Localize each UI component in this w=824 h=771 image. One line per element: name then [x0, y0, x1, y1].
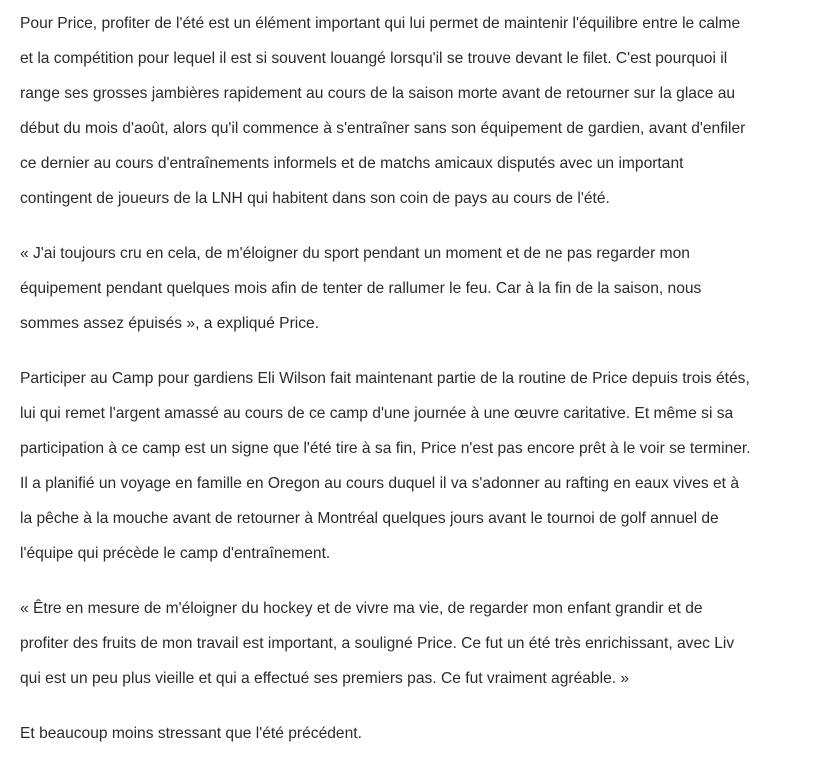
text-line: début du mois d'août, alors qu'il commence à s'entraîner sans son équipement de gardien, avant d'enfiler [20, 120, 746, 137]
text-line: « J'ai toujours cru en cela, de m'éloigner du sport pendant un moment et de ne pas regarder mon [20, 245, 690, 262]
paragraph-3 [20, 361, 820, 571]
paragraph-1 [20, 6, 820, 216]
text-line: « Être en mesure de m'éloigner du hockey et de vivre ma vie, de regarder mon enfant grandir et de [20, 600, 703, 617]
text-line: profiter des fruits de mon travail est important, a souligné Price. Ce fut un été très enrichissant, avec Liv [20, 635, 735, 652]
text-line: Et beaucoup moins stressant que l'été précédent. [20, 725, 362, 742]
text-line: Participer au Camp pour gardiens Eli Wilson fait maintenant partie de la routine de Price depuis trois étés, [20, 370, 750, 387]
text-line: Pour Price, profiter de l'été est un élément important qui lui permet de maintenir l'équilibre entre le calme [20, 15, 741, 32]
text-line: sommes assez épuisés », a expliqué Price. [20, 315, 320, 332]
text-line: et la compétition pour lequel il est si souvent louangé lorsqu'il se trouve devant le filet. C'est pourquoi il [20, 50, 728, 67]
text-line: la pêche à la mouche avant de retourner à Montréal quelques jours avant le tournoi de golf annuel de [20, 510, 719, 527]
text-line: qui est un peu plus vieille et qui a effectué ses premiers pas. Ce fut vraiment agréable. » [20, 670, 630, 687]
text-line: Il a planifié un voyage en famille en Oregon au cours duquel il va s'adonner au rafting en eaux vives et à [20, 475, 740, 492]
paragraph-4-quote [20, 591, 820, 696]
paragraph-5 [20, 716, 820, 751]
text-line: équipement pendant quelques mois afin de tenter de rallumer le feu. Car à la fin de la saison, nous [20, 280, 702, 297]
text-line: l'équipe qui précède le camp d'entraînement. [20, 545, 331, 562]
text-line: ce dernier au cours d'entraînements informels et de matchs amicaux disputés avec un important [20, 155, 684, 172]
article-body [20, 6, 820, 771]
text-line: range ses grosses jambières rapidement au cours de la saison morte avant de retourner sur la glace au [20, 85, 736, 102]
paragraph-2-quote [20, 236, 820, 341]
text-line: contingent de joueurs de la LNH qui habitent dans son coin de pays au cours de l'été. [20, 190, 610, 207]
text-line: participation à ce camp est un signe que l'été tire à sa fin, Price n'est pas encore prêt à le voir se terminer. [20, 440, 751, 457]
text-line: lui qui remet l'argent amassé au cours de ce camp d'une journée à une œuvre caritative. Et même si sa [20, 405, 734, 422]
